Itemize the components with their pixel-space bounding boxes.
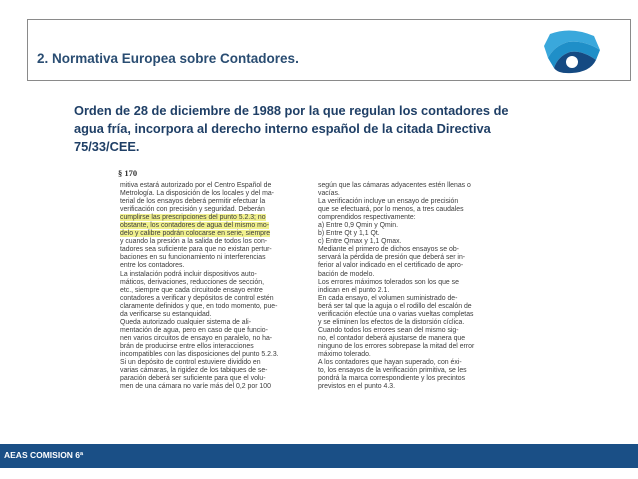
document-text-line: y se eliminen los efectos de la distorsión cíclica. bbox=[318, 318, 465, 326]
document-text-line: En cada ensayo, el volumen suministrado de- bbox=[318, 294, 458, 302]
document-text-line: baciones en su funcionamiento ni interferencias bbox=[120, 254, 266, 262]
intro-line: 75/33/CEE. bbox=[74, 139, 140, 154]
document-text-line: nen varios circuitos de ensayo en paralelo, no ha- bbox=[120, 334, 273, 342]
document-text-line: obstante, los contadores de agua del mismo mo- bbox=[120, 222, 269, 230]
document-text-line: men de una cámara no varíe más del 0,2 por 100 bbox=[120, 383, 271, 391]
document-text-line: bación de modelo. bbox=[318, 270, 375, 278]
document-text-line: Los errores máximos tolerados son los que se bbox=[318, 278, 459, 286]
document-text-line: servará la pérdida de presión que deberá ser in- bbox=[318, 254, 466, 262]
document-text-line: ferior al valor indicado en el certificado de apro- bbox=[318, 262, 464, 270]
document-text-line: contadores a verificar y depósitos de control estén bbox=[120, 294, 274, 302]
document-text-line: brán de producirse entre ellos interacciones bbox=[120, 342, 254, 350]
document-text-line: no, el contador deberá ajustarse de manera que bbox=[318, 334, 466, 342]
document-text-line: etc., siempre que cada circuitode ensayo entre bbox=[120, 286, 263, 294]
page-title: 2. Normativa Europea sobre Contadores. bbox=[37, 51, 299, 66]
document-text-line: b) Entre Qt y 1,1 Qt. bbox=[318, 230, 380, 238]
document-text-line: verificación efectúe una o varias vueltas completas bbox=[318, 310, 474, 318]
footer-label: AEAS COMISION 6ª bbox=[4, 450, 84, 460]
document-text-line: pondrá la marca correspondiente y los precintos bbox=[318, 375, 466, 383]
document-text-line: delo y calibre podrán colocarse en serie, siempre bbox=[120, 230, 271, 238]
intro-paragraph bbox=[74, 102, 564, 156]
document-text-line: Mediante el primero de dichos ensayos se ob- bbox=[318, 246, 459, 254]
scanned-document-excerpt bbox=[118, 168, 498, 438]
document-text-line: a) Entre 0,9 Qmin y Qmin. bbox=[318, 222, 399, 230]
document-text-line: y cuando la presión a la salida de todos los con- bbox=[120, 238, 268, 246]
document-text-line: to, los ensayos de la verificación primitiva, se les bbox=[318, 367, 467, 375]
document-text-line: La verificación incluye un ensayo de precisión bbox=[318, 198, 459, 206]
section-mark: § 170 bbox=[118, 168, 138, 178]
document-text-line: berá ser tal que la aguja o el rodillo del escalón de bbox=[318, 302, 472, 310]
document-text-line: tadores sea suficiente para que no existan pertur- bbox=[120, 246, 272, 254]
aeas-logo-icon bbox=[540, 28, 602, 74]
document-right-column bbox=[318, 182, 474, 391]
document-text-line: según que las cámaras adyacentes estén llenas o bbox=[318, 182, 471, 189]
intro-line: agua fría, incorpora al derecho interno español de la citada Directiva bbox=[74, 121, 491, 136]
document-text-line: verificación con precisión y seguridad. Deberán bbox=[120, 206, 265, 214]
document-text-line: vacías. bbox=[318, 190, 340, 198]
document-text-line: A los contadores que hayan superado, con éxi- bbox=[318, 359, 462, 367]
document-text-line: terial de los ensayos deberá permitir efectuar la bbox=[120, 198, 266, 206]
document-text-line: entre los contadores. bbox=[120, 262, 185, 270]
document-text-line: mitiva estará autorizado por el Centro Español de bbox=[120, 182, 272, 189]
document-text-line: da verificarse su estanquidad. bbox=[120, 310, 212, 318]
document-text-line: ninguno de los errores sobrepase la mitad del error bbox=[318, 342, 475, 350]
document-text-line: comprendidos respectivamente: bbox=[318, 214, 416, 222]
document-text-line: La instalación podrá incluir dispositivos auto- bbox=[120, 270, 257, 278]
document-text-line: que se efectuará, por lo menos, a tres caudales bbox=[318, 206, 464, 214]
intro-line: Orden de 28 de diciembre de 1988 por la que regulan los contadores de bbox=[74, 103, 509, 118]
document-text-line: claramente definidos y que, en todo momento, pue- bbox=[120, 302, 278, 310]
document-text-line: paración deberá ser suficiente para que el volu- bbox=[120, 375, 266, 383]
document-text-line: máticos, derivaciones, reducciones de sección, bbox=[120, 278, 265, 286]
document-left-column bbox=[120, 182, 279, 391]
footer-bar bbox=[0, 444, 638, 468]
document-text-line: cumplirse las prescripciones del punto 5.2.3; no bbox=[120, 214, 266, 222]
document-text-line: indican en el punto 2.1. bbox=[318, 286, 390, 294]
document-text-line: incompatibles con las disposiciones del punto 5.2.3. bbox=[120, 350, 279, 358]
document-text-line: previstos en el punto 4.3. bbox=[318, 383, 395, 391]
document-text-line: mentación de agua, pero en caso de que funcio- bbox=[120, 326, 268, 334]
document-text-line: máximo tolerado. bbox=[318, 350, 371, 358]
document-text-line: varias cámaras, la rigidez de los tabiques de se- bbox=[120, 367, 268, 375]
document-text-line: c) Entre Qmax y 1,1 Qmax. bbox=[318, 238, 402, 246]
document-text-line: Queda autorizado cualquier sistema de ali- bbox=[120, 318, 251, 326]
document-text-line: Si un depósito de control estuviere dividido en bbox=[120, 359, 261, 367]
document-text-line: Cuando todos los errores sean del mismo sig- bbox=[318, 326, 459, 334]
document-text-line: Metrología. La disposición de los locales y del ma- bbox=[120, 190, 274, 198]
